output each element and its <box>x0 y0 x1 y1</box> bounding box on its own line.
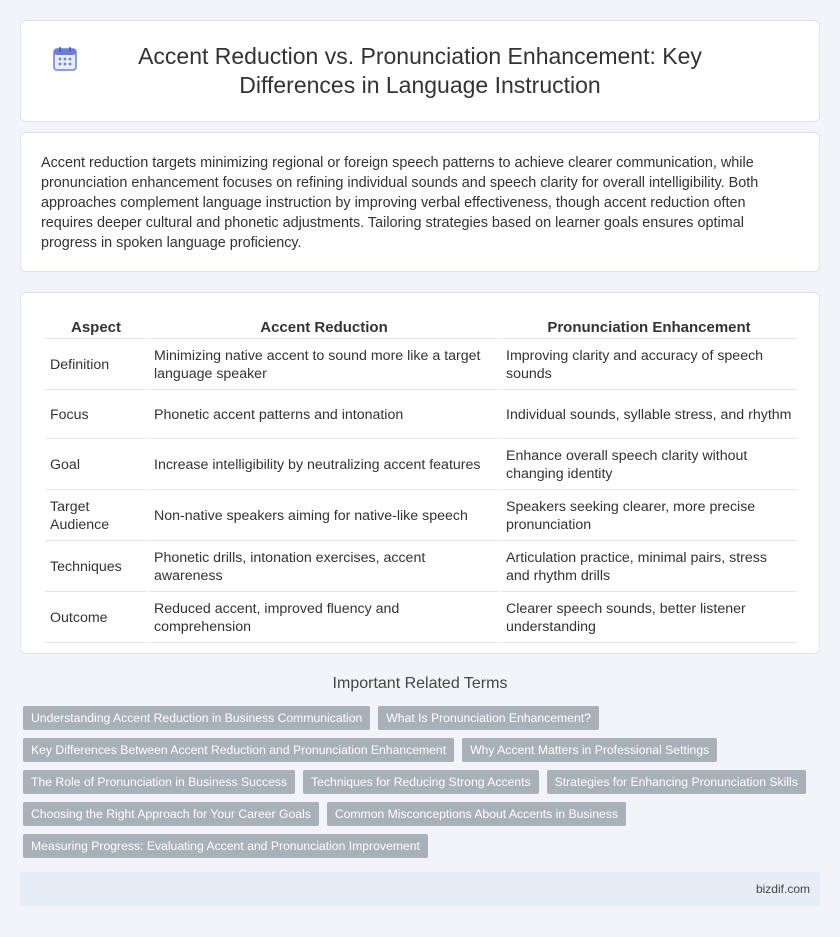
table-row <box>45 441 797 490</box>
footer <box>20 872 820 906</box>
cell-pronunciation-enhancement: Improving clarity and accuracy of speech sounds <box>501 341 797 390</box>
table-row <box>45 543 797 592</box>
cell-accent-reduction: Non-native speakers aiming for native-like speech <box>149 492 499 541</box>
cell-pronunciation-enhancement: Individual sounds, syllable stress, and rhythm <box>501 392 797 439</box>
cell-aspect: Outcome <box>45 594 147 643</box>
cell-aspect: Focus <box>45 392 147 439</box>
intro-paragraph: Accent reduction targets minimizing regional or foreign speech patterns to achieve clearer communication, while pronunciation enhancement focuses on refining individual sounds and speech clarity for overall intelligibility. Both approaches complement language instruction by improving verbal effectiveness, though accent reduction often requires deeper cultural and phonetic adjustments. Tailoring strategies based on learner goals ensures optimal progress in spoken language proficiency. <box>41 155 759 251</box>
cell-accent-reduction: Phonetic drills, intonation exercises, accent awareness <box>149 543 499 592</box>
calendar-icon <box>52 46 78 72</box>
cell-aspect: Definition <box>45 341 147 390</box>
header-card <box>20 20 820 122</box>
related-term-tag[interactable]: Measuring Progress: Evaluating Accent and Pronunciation Improvement <box>23 834 428 858</box>
related-term-tag[interactable]: What Is Pronunciation Enhancement? <box>378 706 599 730</box>
related-terms-title: Important Related Terms <box>332 675 508 692</box>
intro-card <box>20 132 820 272</box>
cell-aspect: Goal <box>45 441 147 490</box>
cell-accent-reduction: Minimizing native accent to sound more like a target language speaker <box>149 341 499 390</box>
related-term-tag[interactable]: Understanding Accent Reduction in Business Communication <box>23 706 370 730</box>
table-row <box>45 392 797 439</box>
comparison-table <box>43 313 799 645</box>
related-term-tag[interactable]: Common Misconceptions About Accents in Business <box>327 802 626 826</box>
related-term-tag[interactable]: Choosing the Right Approach for Your Career Goals <box>23 802 319 826</box>
header-pronunciation-enhancement: Pronunciation Enhancement <box>501 315 797 339</box>
cell-accent-reduction: Increase intelligibility by neutralizing accent features <box>149 441 499 490</box>
table-row <box>45 341 797 390</box>
table-row <box>45 492 797 541</box>
cell-pronunciation-enhancement: Articulation practice, minimal pairs, stress and rhythm drills <box>501 543 797 592</box>
comparison-table-card <box>20 292 820 654</box>
header-aspect: Aspect <box>45 315 147 339</box>
page-title: Accent Reduction vs. Pronunciation Enhancement: Key Differences in Language Instruction <box>138 43 702 98</box>
cell-accent-reduction: Reduced accent, improved fluency and comprehension <box>149 594 499 643</box>
related-term-tag[interactable]: Strategies for Enhancing Pronunciation Skills <box>547 770 806 794</box>
footer-site-link[interactable]: bizdif.com <box>755 882 810 896</box>
cell-pronunciation-enhancement: Clearer speech sounds, better listener understanding <box>501 594 797 643</box>
cell-aspect: Target Audience <box>45 492 147 541</box>
cell-accent-reduction: Phonetic accent patterns and intonation <box>149 392 499 439</box>
cell-pronunciation-enhancement: Speakers seeking clearer, more precise pronunciation <box>501 492 797 541</box>
cell-aspect: Techniques <box>45 543 147 592</box>
related-term-tag[interactable]: Why Accent Matters in Professional Settings <box>462 738 717 762</box>
related-term-tag[interactable]: Techniques for Reducing Strong Accents <box>303 770 539 794</box>
table-row <box>45 594 797 643</box>
header-accent-reduction: Accent Reduction <box>149 315 499 339</box>
related-term-tag[interactable]: Key Differences Between Accent Reduction and Pronunciation Enhancement <box>23 738 454 762</box>
related-term-tag[interactable]: The Role of Pronunciation in Business Success <box>23 770 295 794</box>
cell-pronunciation-enhancement: Enhance overall speech clarity without changing identity <box>501 441 797 490</box>
related-terms-list <box>23 706 813 858</box>
table-header-row <box>45 315 797 339</box>
